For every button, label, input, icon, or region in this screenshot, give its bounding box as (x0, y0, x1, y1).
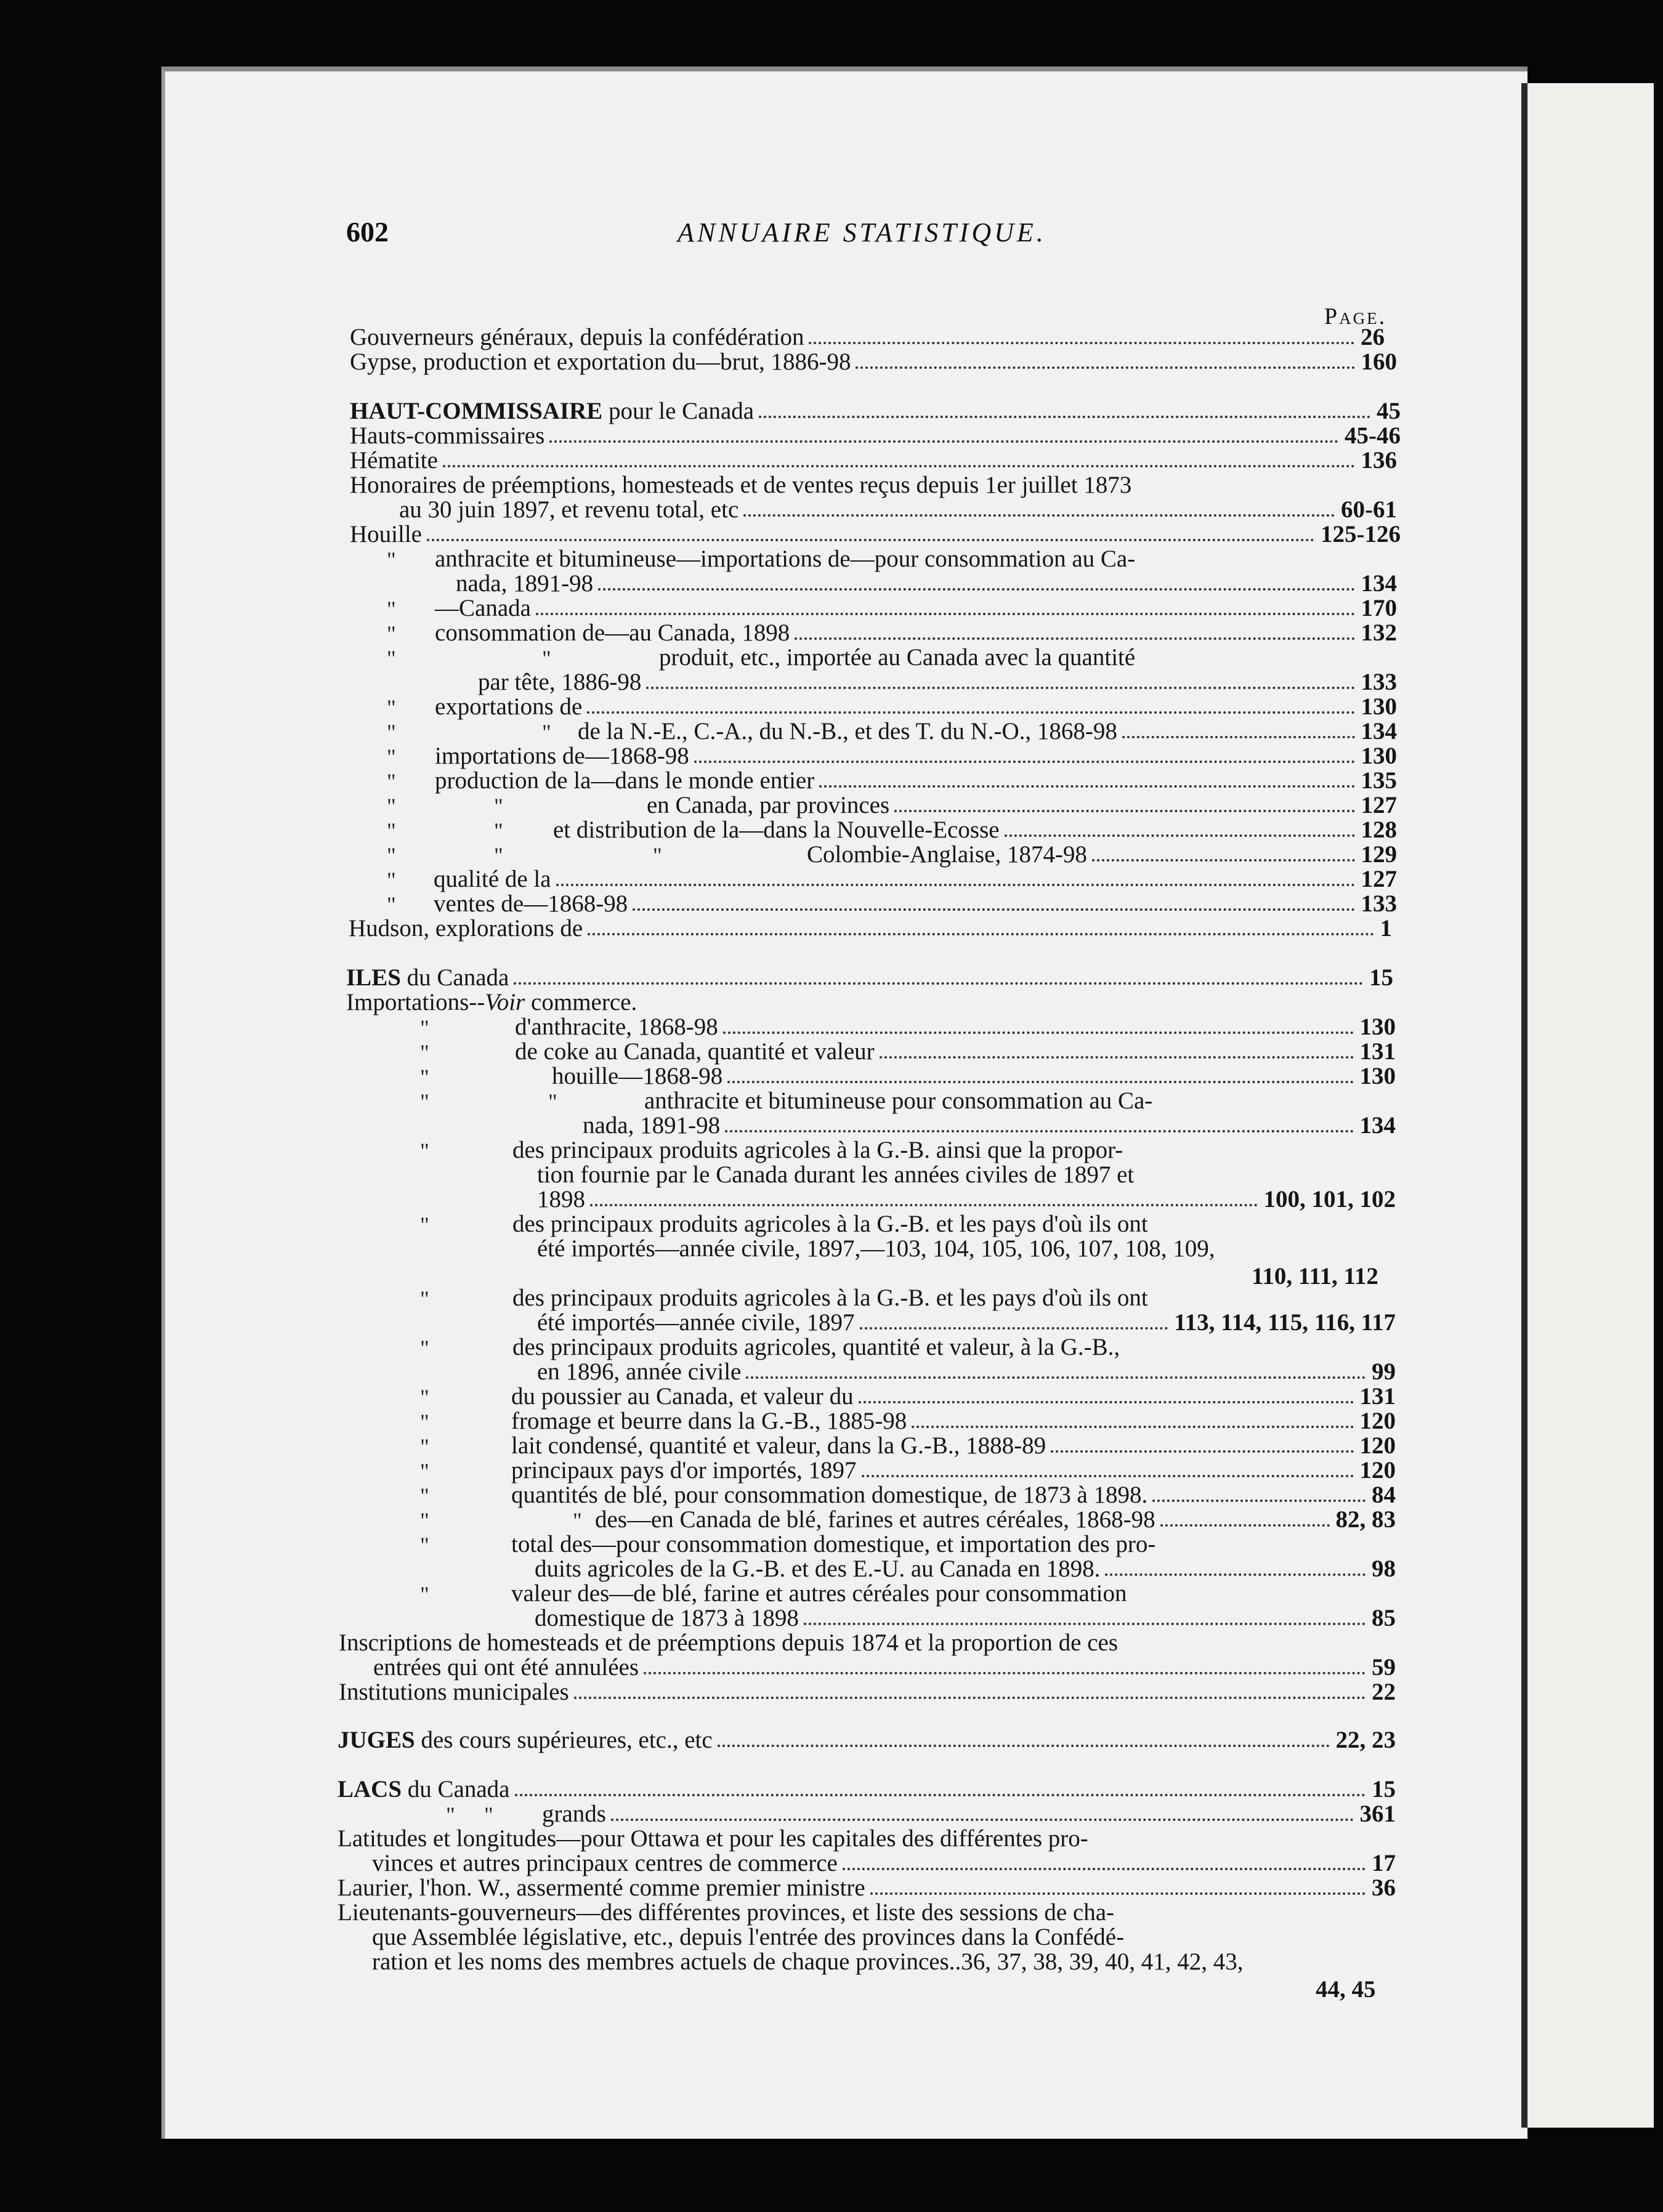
entry-text: total des—pour consommation domestique, et importation des pro- (511, 1531, 1156, 1557)
entry-text: anthracite et bitumineuse pour consommation au Ca- (644, 1088, 1153, 1114)
dot-leader (1005, 834, 1355, 837)
dot-leader (804, 1623, 1366, 1625)
entry-page: 361 (1359, 1801, 1396, 1827)
dot-leader (536, 613, 1355, 615)
entry-lacs (338, 1777, 1396, 1802)
entry-text: exportations de (435, 693, 583, 720)
ditto-mark: " (542, 646, 551, 671)
dot-leader (894, 810, 1354, 812)
entry-houille-consommation (435, 621, 1397, 645)
ditto-mark: " (420, 1089, 429, 1114)
entry-text: des principaux produits agricoles à la G.-B. et les pays d'où ils ont (512, 1211, 1148, 1237)
dot-leader (1122, 736, 1355, 738)
entry-imp-houille (552, 1064, 1396, 1089)
entry-imp-principaux-c2 (537, 1310, 1396, 1335)
entry-lieutenants-1 (338, 1900, 1396, 1925)
ditto-mark: " (420, 1385, 429, 1410)
entry-page: 1 (1380, 915, 1392, 942)
entry-honoraires-line1 (350, 473, 1397, 498)
entry-text-rest: du Canada (402, 1776, 510, 1802)
entry-page: 120 (1359, 1457, 1396, 1483)
entry-text: des principaux produits agricoles à la G.-B. ainsi que la propor- (512, 1137, 1123, 1163)
entry-houille-ventes (434, 892, 1397, 916)
dot-leader (574, 1697, 1366, 1699)
entry-gypse (350, 350, 1397, 374)
ditto-mark: " (387, 695, 396, 720)
entry-page: 160 (1361, 349, 1397, 375)
section-word: HAUT-COMMISSAIRE (350, 398, 603, 424)
dot-leader (590, 1204, 1258, 1206)
entry-lacs-grands (542, 1802, 1396, 1827)
dot-leader (588, 933, 1374, 935)
dot-leader (646, 687, 1354, 689)
entry-page: 130 (1359, 1063, 1396, 1089)
entry-text: de coke au Canada, quantité et valeur (515, 1038, 875, 1065)
section-word: ILES (346, 964, 401, 991)
ditto-mark: " (420, 1483, 429, 1508)
dot-leader (515, 1794, 1366, 1796)
dot-leader (1051, 1450, 1353, 1453)
entry-imp-lait (511, 1434, 1396, 1458)
entry-page: 120 (1359, 1408, 1396, 1434)
entry-text: Lieutenants-gouverneurs—des différentes provinces, et liste des sessions de cha- (338, 1899, 1114, 1926)
entry-page: 130 (1359, 1014, 1396, 1040)
entry-text: tion fournie par le Canada durant les années civiles de 1897 et (537, 1161, 1135, 1188)
ditto-mark: " (446, 1802, 455, 1827)
entry-imp-quantites-ble (511, 1483, 1396, 1508)
entry-page: 134 (1361, 570, 1397, 597)
ditto-mark: " (420, 1434, 429, 1459)
entry-page: 136 (1361, 447, 1397, 474)
dot-leader (1092, 859, 1355, 862)
page-number: 602 (346, 216, 389, 248)
dot-leader (809, 342, 1354, 344)
entry-houille-produit (659, 645, 1398, 670)
dot-leader (725, 1130, 1353, 1132)
entry-text: fromage et beurre dans la G.-B., 1885-98 (511, 1408, 907, 1434)
entry-page: 134 (1361, 718, 1397, 745)
entry-text: anthracite et bitumineuse—importations de—pour consommation au Ca- (435, 546, 1136, 572)
entry-inscriptions-1 (339, 1631, 1396, 1655)
entry-page: 134 (1359, 1112, 1396, 1139)
dot-leader (795, 637, 1354, 640)
entry-imp-total-1 (511, 1532, 1396, 1557)
entry-text: du poussier au Canada, et valeur du (511, 1383, 854, 1410)
entry-text: et distribution de la—dans la Nouvelle-Ecosse (553, 817, 1000, 843)
entry-text: que Assemblée législative, etc., depuis l'entrée des provinces dans la Confédé- (372, 1924, 1125, 1950)
entry-text: lait condensé, quantité et valeur, dans la G.-B., 1888-89 (511, 1432, 1046, 1459)
entry-text: en 1896, année civile (537, 1358, 742, 1385)
ditto-mark: " (494, 794, 503, 818)
entry-imp-anthracite-bitum (644, 1089, 1396, 1113)
dot-leader (859, 1401, 1354, 1403)
entry-hauts-commissaires (350, 424, 1401, 448)
entry-houille-colombie (807, 842, 1397, 867)
dot-leader (443, 465, 1355, 467)
entry-text (346, 990, 637, 1015)
ditto-mark: " (420, 1336, 429, 1360)
entry-imp-principaux-c1 (512, 1286, 1396, 1310)
entry-text: Laurier, l'hon. W., assermenté comme premier ministre (338, 1875, 865, 1901)
ditto-mark: " (387, 597, 396, 621)
entry-page: 22, 23 (1335, 1727, 1396, 1753)
dot-leader (727, 1081, 1353, 1083)
dot-leader (856, 366, 1354, 369)
entry-text-rest: du Canada (400, 964, 509, 991)
entry-text: ventes de—1868-98 (434, 890, 628, 917)
voir-link-word: Voir (485, 989, 525, 1015)
dot-leader (912, 1426, 1353, 1428)
entry-text (338, 1777, 510, 1802)
ditto-mark: " (494, 818, 503, 843)
entry-text: importations de—1868-98 (435, 743, 689, 769)
entry-text: production de la—dans le monde entier (435, 767, 815, 794)
entry-latitudes-2 (372, 1851, 1396, 1876)
entry-imp-valeur-2 (535, 1606, 1396, 1631)
entry-text: duits agricoles de la G.-B. et des E.-U. au Canada en 1898. (535, 1556, 1101, 1582)
ditto-mark: " (420, 1508, 429, 1533)
ditto-mark: " (573, 1508, 582, 1533)
dot-leader (743, 514, 1335, 517)
entry-text: Houille (350, 521, 422, 547)
ditto-mark: " (420, 1459, 429, 1483)
section-word: LACS (338, 1776, 402, 1802)
entry-houille (350, 522, 1401, 547)
entry-lieutenants-4: 44, 45 (1316, 1976, 1376, 2003)
entry-page: 45-46 (1345, 422, 1401, 449)
ditto-mark: " (387, 720, 396, 745)
ditto-mark: " (420, 1040, 429, 1065)
entry-page: 130 (1361, 743, 1397, 769)
entry-lieutenants-2 (372, 1925, 1396, 1950)
entry-page: 131 (1359, 1383, 1396, 1410)
entry-page: 22 (1372, 1679, 1396, 1705)
entry-institutions (339, 1680, 1396, 1705)
entry-imp-principaux-b2 (537, 1237, 1396, 1261)
entry-houille-exportations-ne (578, 719, 1397, 744)
entry-page: 170 (1361, 595, 1397, 621)
entry-page: 132 (1361, 620, 1397, 646)
entry-text: des principaux produits agricoles à la G.-B. et les pays d'où ils ont (512, 1285, 1148, 1311)
ditto-mark: " (420, 1139, 429, 1163)
entry-latitudes-1 (338, 1827, 1396, 1851)
entry-text: Latitudes et longitudes—pour Ottawa et pour les capitales des différentes pro- (338, 1825, 1088, 1852)
entry-imp-principaux-a3 (537, 1187, 1396, 1212)
entry-page: 17 (1372, 1850, 1396, 1876)
entry-page: 113, 114, 115, 116, 117 (1174, 1309, 1396, 1336)
entry-honoraires-line2 (399, 498, 1397, 522)
dot-leader (611, 1818, 1354, 1821)
ditto-mark: " (387, 547, 396, 572)
entry-page: 135 (1361, 767, 1397, 794)
dot-leader (843, 1868, 1366, 1870)
entry-text: des—en Canada de blé, farines et autres céréales, 1868-98 (595, 1506, 1155, 1533)
entry-hudson (349, 916, 1392, 941)
entry-houille-anthracite (435, 547, 1396, 571)
entry-text: de la N.-E., C.-A., du N.-B., et des T. du N.-O., 1868-98 (578, 718, 1117, 745)
entry-text: 1898 (537, 1186, 585, 1213)
entry-page: 59 (1372, 1654, 1396, 1681)
entry-text (346, 966, 509, 990)
entry-text: Colombie-Anglaise, 1874-98 (807, 841, 1087, 868)
entry-imp-principaux-b3: 110, 111, 112 (1252, 1263, 1378, 1290)
entry-houille-distribution (553, 818, 1397, 842)
entry-houille-exportations (435, 695, 1397, 719)
dot-leader (694, 761, 1355, 763)
entry-page: 127 (1361, 866, 1397, 892)
ditto-mark: " (420, 1410, 429, 1434)
dot-leader (514, 982, 1363, 985)
entry-text-b: commerce. (525, 989, 637, 1015)
entry-text: produit, etc., importée au Canada avec la quantité (659, 644, 1136, 671)
entry-page: 15 (1369, 964, 1393, 991)
ditto-mark: " (542, 720, 551, 745)
entry-text: été importés—année civile, 1897,—103, 104, 105, 106, 107, 108, 109, (537, 1235, 1215, 1262)
entry-page: 133 (1361, 669, 1397, 695)
entry-text: vinces et autres principaux centres de commerce (372, 1850, 838, 1876)
page-column-heading: Page. (1324, 304, 1387, 329)
entry-text: Hématite (350, 447, 438, 474)
entry-houille-anthracite-2 (456, 571, 1397, 596)
dot-leader (862, 1475, 1354, 1477)
entry-houille-qualite (434, 867, 1397, 892)
ditto-mark: " (387, 794, 396, 818)
ditto-mark: " (420, 1213, 429, 1237)
entry-text: au 30 juin 1897, et revenu total, etc (399, 496, 739, 523)
entry-text: en Canada, par provinces (647, 792, 890, 818)
entry-imp-des-canada (595, 1508, 1396, 1532)
adjacent-page-edge (1521, 83, 1654, 2128)
entry-page: 15 (1372, 1776, 1396, 1802)
entry-imp-principaux-a2 (537, 1163, 1396, 1187)
entry-imp-anthracite-bitum-2 (583, 1113, 1396, 1138)
ditto-mark: " (387, 646, 396, 671)
entry-text: grands (542, 1801, 606, 1827)
running-title: ANNUAIRE STATISTIQUE. (678, 217, 1046, 248)
ditto-mark: " (548, 1089, 557, 1114)
entry-houille-production (435, 769, 1397, 793)
ditto-mark: " (484, 1802, 493, 1827)
entry-imp-or (511, 1458, 1396, 1483)
dot-leader (880, 1056, 1354, 1059)
entry-page: 82, 83 (1335, 1506, 1396, 1533)
entry-page: 129 (1361, 841, 1397, 868)
dot-leader (598, 588, 1354, 591)
dot-leader (427, 539, 1314, 541)
entry-page: 100, 101, 102 (1263, 1186, 1396, 1213)
entry-imp-coke (515, 1039, 1396, 1064)
entry-page: 98 (1372, 1556, 1396, 1582)
ditto-mark: " (387, 745, 396, 769)
entry-imp-valeur-1 (511, 1581, 1396, 1606)
entry-text: Institutions municipales (339, 1679, 569, 1705)
ditto-mark: " (387, 818, 396, 843)
ditto-mark: " (420, 1582, 429, 1607)
entry-text: Hauts-commissaires (350, 422, 545, 449)
ditto-mark: " (420, 1533, 429, 1557)
entry-importations (346, 990, 1393, 1015)
entry-text: ration et les noms des membres actuels de chaque provinces..36, 37, 38, 39, 40, 41, 42, 43, (372, 1948, 1244, 1975)
entry-imp-poussier (511, 1384, 1396, 1409)
ditto-mark: " (387, 843, 396, 868)
entry-text: qualité de la (434, 866, 551, 892)
entry-page: 131 (1359, 1038, 1396, 1065)
entry-page: 84 (1372, 1482, 1396, 1508)
ditto-mark: " (420, 1065, 429, 1089)
entry-text: nada, 1891-98 (456, 570, 594, 597)
entry-page: 99 (1372, 1358, 1396, 1385)
dot-leader (870, 1892, 1366, 1895)
ditto-mark: " (653, 843, 662, 868)
ditto-mark: " (387, 868, 396, 892)
dot-leader (633, 908, 1354, 911)
ditto-mark: " (387, 892, 396, 917)
dot-leader (860, 1327, 1168, 1330)
entry-gouverneurs (350, 325, 1385, 350)
entry-imp-anthracite (515, 1015, 1396, 1039)
entry-text: nada, 1891-98 (583, 1112, 721, 1139)
entry-text: Inscriptions de homesteads et de préemptions depuis 1874 et la proportion de ces (339, 1629, 1119, 1656)
entry-imp-principaux-b1 (512, 1212, 1396, 1237)
entry-text: Gouverneurs généraux, depuis la confédération (350, 324, 804, 350)
section-word: JUGES (338, 1727, 415, 1753)
entry-inscriptions-2 (373, 1655, 1396, 1680)
dot-leader (746, 1376, 1366, 1379)
entry-houille-canada (435, 596, 1397, 621)
entry-text: principaux pays d'or importés, 1897 (511, 1457, 857, 1483)
dot-leader (819, 785, 1354, 788)
entry-text: Hudson, explorations de (349, 915, 583, 942)
ditto-mark: " (420, 1286, 429, 1311)
entry-text: des principaux produits agricoles, quantité et valeur, à la G.-B., (512, 1334, 1120, 1360)
entry-imp-principaux-d2 (537, 1360, 1396, 1384)
dot-leader (1105, 1573, 1366, 1576)
entry-text: quantités de blé, pour consommation domestique, de 1873 à 1898. (511, 1482, 1148, 1508)
entry-text: valeur des—de blé, farine et autres céréales pour consommation (511, 1580, 1127, 1607)
entry-text: houille—1868-98 (552, 1063, 723, 1089)
ditto-mark: " (387, 769, 396, 794)
dot-leader (549, 440, 1338, 443)
dot-leader (556, 884, 1355, 886)
entry-text: —Canada (435, 595, 531, 621)
dot-leader (723, 1031, 1354, 1034)
entry-text: domestique de 1873 à 1898 (535, 1605, 799, 1631)
entry-imp-fromage (511, 1409, 1396, 1434)
entry-text (350, 399, 754, 424)
entry-page: 60-61 (1341, 496, 1397, 523)
entry-page: 133 (1361, 890, 1397, 917)
entry-text: Gypse, production et exportation du—brut, 1886-98 (350, 349, 851, 375)
entry-houille-production-canada (647, 793, 1397, 818)
entry-text: d'anthracite, 1868-98 (515, 1014, 718, 1040)
ditto-mark: " (420, 1015, 429, 1040)
entry-text-rest: pour le Canada (602, 398, 755, 424)
entry-imp-total-2 (535, 1557, 1396, 1581)
entry-text: Honoraires de préemptions, homesteads et de ventes reçus depuis 1er juillet 1873 (350, 472, 1132, 498)
entry-text: consommation de—au Canada, 1898 (435, 620, 790, 646)
entry-text-a: Importations-- (346, 989, 485, 1015)
entry-page: 36 (1372, 1875, 1396, 1901)
entry-iles (346, 966, 1393, 990)
entry-page: 125-126 (1321, 521, 1401, 547)
dot-leader (1152, 1500, 1366, 1502)
entry-hematite (350, 448, 1397, 473)
entry-page: 26 (1361, 324, 1385, 350)
entry-page: 120 (1359, 1432, 1396, 1459)
entry-page: 45 (1377, 398, 1401, 424)
dot-leader (587, 711, 1354, 714)
dot-leader (718, 1745, 1330, 1747)
entry-page: 127 (1361, 792, 1397, 818)
entry-text (338, 1728, 713, 1753)
dot-leader (759, 416, 1370, 418)
entry-houille-importations (435, 744, 1397, 769)
entry-lieutenants-3 (372, 1950, 1396, 1974)
entry-page: 128 (1361, 817, 1397, 843)
ditto-mark: " (387, 621, 396, 646)
ditto-mark: " (494, 843, 503, 868)
entry-laurier (338, 1876, 1396, 1900)
entry-page: 130 (1361, 693, 1397, 720)
entry-imp-principaux-d1 (512, 1335, 1396, 1360)
entry-juges (338, 1728, 1396, 1753)
entry-text-rest: des cours supérieures, etc., etc (415, 1727, 713, 1753)
dot-leader (644, 1672, 1366, 1674)
entry-imp-principaux-a1 (512, 1138, 1396, 1163)
entry-text: été importés—année civile, 1897 (537, 1309, 855, 1336)
dot-leader (1160, 1524, 1330, 1527)
entry-houille-produit-2 (478, 670, 1397, 695)
entry-haut-commissaire (350, 399, 1401, 424)
entry-text: entrées qui ont été annulées (373, 1654, 639, 1681)
entry-text: par tête, 1886-98 (478, 669, 642, 695)
entry-page: 85 (1372, 1605, 1396, 1631)
